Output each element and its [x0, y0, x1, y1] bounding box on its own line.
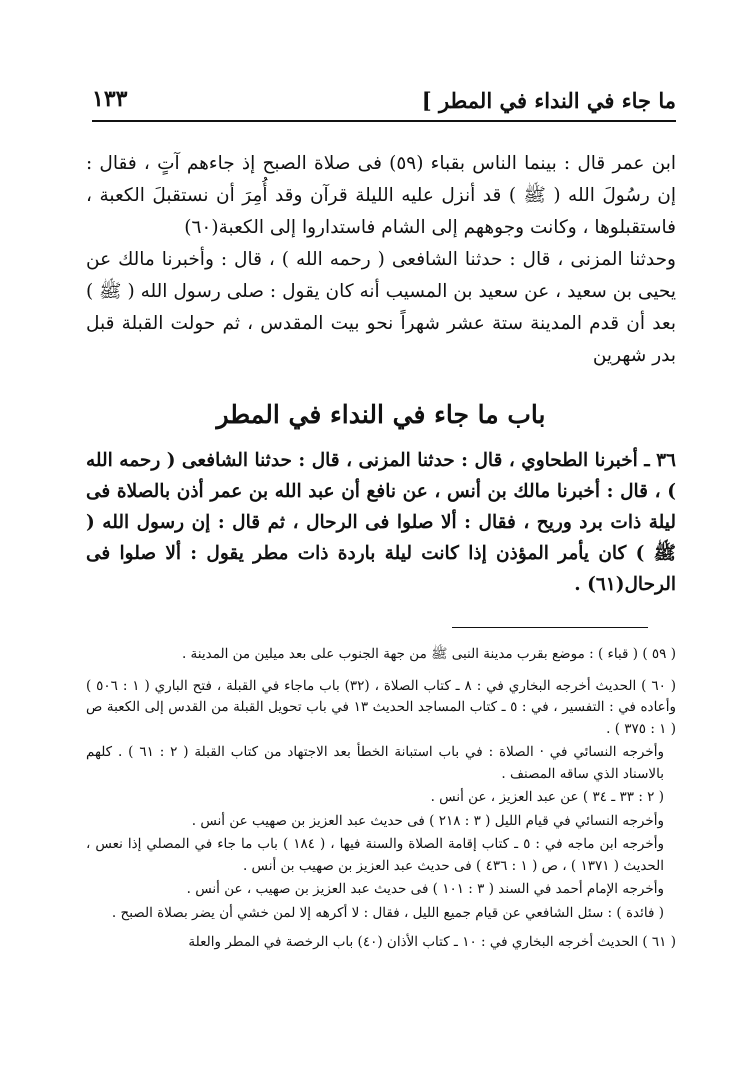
running-title: ما جاء في النداء في المطر ]: [421, 88, 676, 113]
footnote-60: ( ٦٠ ) الحديث أخرجه البخاري في : ٨ ـ كتاب الصلاة ، (٣٢) باب ماجاء في القبلة ، فتح الباري ( ١ : ٥٠٦ ) وأعاده في : التفسير ، في : ٥ ـ كتاب المساجد الحديث ١٣ في باب تحويل القبلة من القدس إلى الكعبة ص ( ١ : ٣٧٥ ) .: [86, 677, 677, 737]
footnote-60-nasai: وأخرجه النسائي في · الصلاة : في باب استبانة الخطأ بعد الاجتهاد من كتاب القبلة ( ٢ : ٦١ ) . كلهم بالاسناد الذي ساقه المصنف .: [86, 744, 664, 782]
footnote-60-ref: ( ٢ : ٣٣ ـ ٣٤ ) عن عبد العزيز ، عن أنس .: [430, 789, 664, 805]
main-text: [86, 148, 676, 372]
footnotes: [86, 644, 676, 964]
footnote-61: ( ٦١ ) الحديث أخرجه البخاري في : ١٠ ـ كتاب الأذان (٤٠) باب الرخصة في المطر والعلة: [188, 934, 676, 950]
hadith-36: [86, 445, 676, 600]
page-number: ١٣٣: [92, 86, 128, 112]
footnote-60-line: وأخرجه ابن ماجه في : ٥ ـ كتاب إقامة الصلاة والسنة فيها ، ( ١٨٤ ) باب ما جاء في المصلي إذا نعس ، الحديث ( ١٣٧١ ) ، ص ( ١ : ٤٣٦ ) فى حديث عبد العزيز بن صهيب بن أنس .: [86, 836, 664, 874]
chapter-title: باب ما جاء في النداء في المطر: [216, 400, 546, 429]
footnote-59: ( ٥٩ ) ( قباء ) : موضع بقرب مدينة النبى ﷺ من جهة الجنوب على بعد ميلين من المدينة .: [181, 646, 676, 662]
footnote-60-line: وأخرجه الإمام أحمد في السند ( ٣ : ١٠١ ) فى حديث عبد العزيز بن صهيب ، عن أنس .: [186, 881, 664, 897]
paragraph: ابن عمر قال : بينما الناس بقباء (٥٩) فى صلاة الصبح إذ جاءهم آتٍ ، فقال : إن رسُولَ الله ( ﷺ ) قد أنزل عليه الليلة قرآن وقد أُمِرَ أن نستقبلَ الكعبة ، فاستقبلوها ، وكانت وجوههم إلى الشام فاستداروا إلى الكعبة(٦٠): [86, 153, 676, 238]
footnote-separator: [452, 627, 648, 628]
footnote-60-line: وأخرجه النسائي في قيام الليل ( ٣ : ٢١٨ ) فى حديث عبد العزيز بن صهيب عن أنس .: [191, 812, 664, 829]
hadith-text: ٣٦ ـ أخبرنا الطحاوي ، قال : حدثنا المزنى ، قال : حدثنا الشافعى ( رحمه الله ) ، قال : أخبرنا مالك بن أنس ، عن نافع أن عبد الله بن عمر أذن بالصلاة فى ليلة ذات برد وريح ، فقال : ألا صلوا فى الرحال ، ثم قال : إن رسول الله ( ﷺ ) كان يأمر المؤذن إذا كانت ليلة باردة ذات مطر يقول : ألا صلوا فى الرحال(٦١) .: [86, 450, 676, 595]
page-header: [92, 80, 676, 122]
paragraph: وحدثنا المزنى ، قال : حدثنا الشافعى ( رحمه الله ) ، قال : وأخبرنا مالك عن يحيى بن سعيد ، عن سعيد بن المسيب أنه كان يقول : صلى رسول الله ( ﷺ ) بعد أن قدم المدينة ستة عشر شهراً نحو بيت المقدس ، ثم حولت القبلة قبل بدر شهرين: [86, 249, 676, 366]
footnote-60-faida: ( فائدة ) : سئل الشافعي عن قيام جميع الليل ، فقال : لا أكرهه إلا لمن خشي أن يضر بصلاة الصبح .: [111, 904, 664, 921]
